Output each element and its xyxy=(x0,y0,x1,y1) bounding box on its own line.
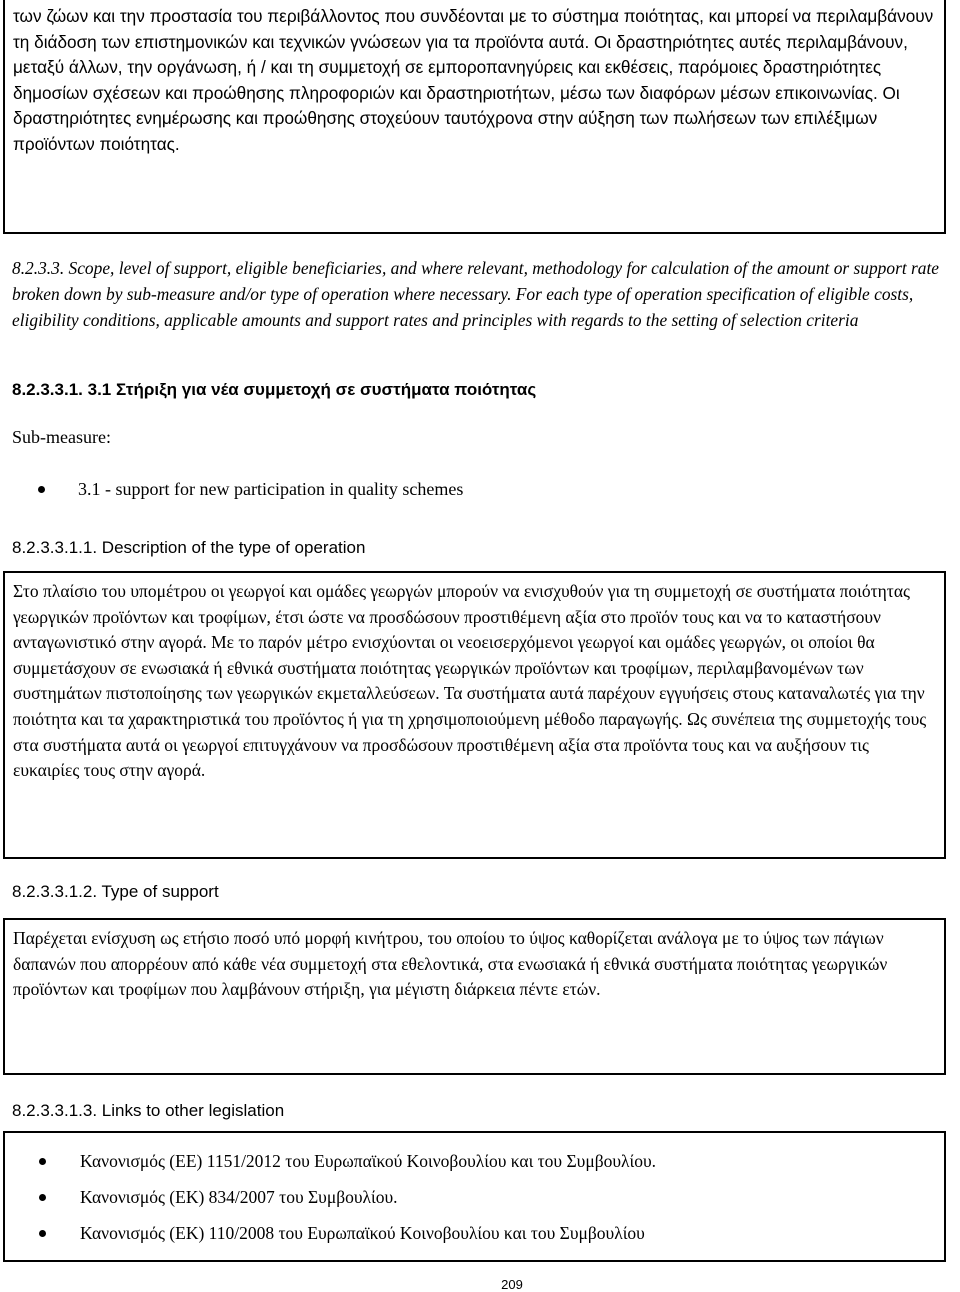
submeasure-item-text: 3.1 - support for new participation in quality schemes xyxy=(78,479,464,499)
links-item-text: Κανονισμός (ΕΚ) 834/2007 του Συμβουλίου. xyxy=(80,1187,398,1207)
links-text-box xyxy=(3,1131,946,1262)
links-item xyxy=(13,1143,936,1179)
submeasure-label: Sub-measure: xyxy=(12,427,111,447)
links-item xyxy=(13,1179,936,1215)
bullet-icon xyxy=(39,1230,46,1237)
links-item-text: Κανονισμός (ΕΕ) 1151/2012 του Ευρωπαϊκού Κοινοβουλίου και του Συμβουλίου. xyxy=(80,1151,657,1171)
support-type-heading: 8.2.3.3.1.2. Type of support xyxy=(12,882,219,901)
links-list xyxy=(13,1143,936,1251)
scope-section xyxy=(12,256,957,333)
bullet-icon xyxy=(39,1194,46,1201)
info-promotion-paragraph: των ζώων και την προστασία του περιβάλλοντος που συνδέονται με το σύστημα ποιότητας, και μπορεί να περιλαμβάνουν τη διάδοση των επιστημονικών και τεχνικών γνώσεων για τα προϊόντα αυτά. Οι δραστηριότητες αυτές περιλαμβάνουν, μεταξύ άλλων, την οργάνωση, ή / και τη συμμετοχή σε εμποροπανηγύρεις και εκθέσεις, παρόμοιες δραστηριότητες δημοσίων σχέσεων και προώθησης πληροφοριών και δραστηριοτήτων, μέσω των διαφόρων μέσων επικοινωνίας. Οι δραστηριότητες ενημέρωσης και προώθησης στοχεύουν ταυτόχρονα στην αύξηση των πωλήσεων των επιλέξιμων προϊόντων ποιότητας. xyxy=(13,6,934,154)
links-item xyxy=(13,1215,936,1251)
page-number: 209 xyxy=(501,1277,523,1292)
scope-paragraph: 8.2.3.3. Scope, level of support, eligible beneficiaries, and where relevant, methodology for calculation of the amount or support rate broken down by sub-measure and/or type of operation where necessary. For each type of operation specification of eligible costs, eligibility conditions, applicable amounts and support rates and principles with regards to the setting of selection criteria xyxy=(12,258,940,330)
description-paragraph: Στο πλαίσιο του υπομέτρου οι γεωργοί και ομάδες γεωργών μπορούν να ενισχυθούν για τη συμμετοχή σε συστήματα ποιότητας γεωργικών προϊόντων και τροφίμων, έτσι ώστε να προσδώσουν προστιθέμενη αξία στο προϊόν τους και να το καταστήσουν ανταγωνιστικό στην αγορά. Με το παρόν μέτρο ενισχύονται οι νεοεισερχόμενοι γεωργοί και ομάδες γεωργών, οι οποίοι θα συμμετάσχουν σε ενωσιακά ή εθνικά συστήματα ποιότητας γεωργικών προϊόντων και τροφίμων, περιλαμβανομένων των συστημάτων πιστοποίησης των γεωργικών εκμεταλλεύσεων. Τα συστήματα αυτά παρέχουν εγγυήσεις στους καταναλωτές για την ποιότητα και τα χαρακτηριστικά του προϊόντος ή για τη χρησιμοποιούμενη μέθοδο παραγωγής. Ως συνέπεια της συμμετοχής τους στα συστήματα αυτά οι γεωργοί επιτυγχάνουν να προσδώσουν προστιθέμενη αξία στα προϊόντα τους και να αυξήσουν τις ευκαιρίες τους στην αγορά. xyxy=(13,581,927,781)
support-type-paragraph: Παρέχεται ενίσχυση ως ετήσιο ποσό υπό μορφή κινήτρου, του οποίου το ύψος καθορίζεται ανάλογα με το ύψος των πάγιων δαπανών που απορρέουν από κάθε νέα συμμετοχή στα εθελοντικά, στα ενωσιακά ή εθνικά συστήματα ποιότητας γεωργικών προϊόντων και τροφίμων που λαμβάνουν στήριξη, για μέγιστη διάρκεια πέντε ετών. xyxy=(13,928,888,1000)
operation-heading: 8.2.3.3.1. 3.1 Στήριξη για νέα συμμετοχή σε συστήματα ποιότητας xyxy=(12,380,537,399)
support-type-text-box xyxy=(3,918,946,1075)
bullet-icon xyxy=(39,1158,46,1165)
links-item-text: Κανονισμός (ΕΚ) 110/2008 του Ευρωπαϊκού Κοινοβουλίου και του Συμβουλίου xyxy=(80,1223,645,1243)
bullet-icon xyxy=(38,486,45,493)
description-heading: 8.2.3.3.1.1. Description of the type of operation xyxy=(12,538,366,557)
submeasure-list xyxy=(12,476,463,502)
links-heading: 8.2.3.3.1.3. Links to other legislation xyxy=(12,1101,285,1120)
info-promotion-text-box xyxy=(3,0,946,234)
submeasure-item xyxy=(12,476,463,502)
description-text-box xyxy=(3,571,946,859)
